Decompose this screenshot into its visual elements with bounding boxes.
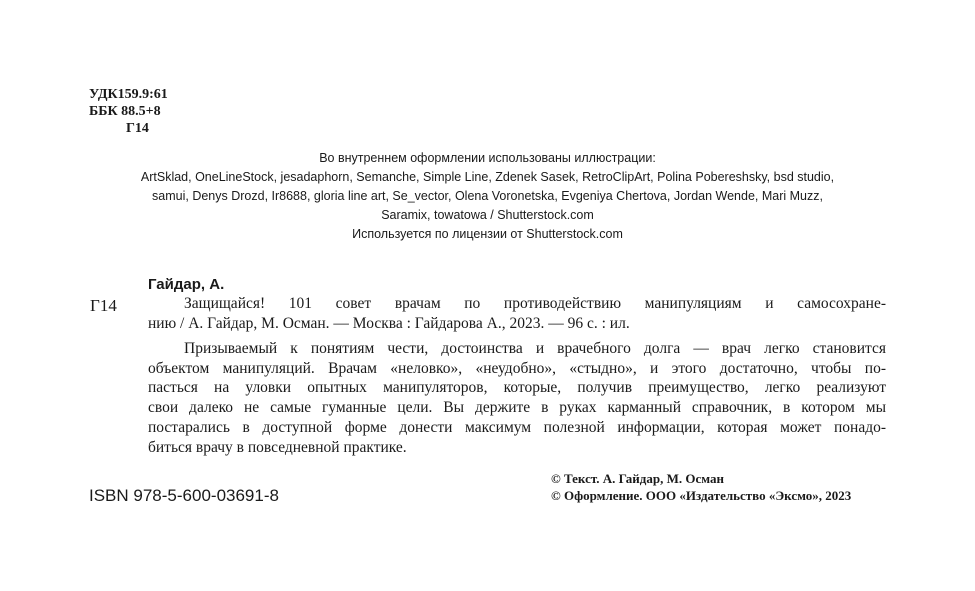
copyright-design: © Оформление. ООО «Издательство «Эксмо», 2023	[551, 488, 852, 503]
isbn-number: ISBN 978-5-600-03691-8	[89, 486, 279, 505]
illustration-credits-line: Saramix, towatowa / Shutterstock.com	[381, 208, 594, 222]
illustration-credits	[90, 149, 885, 244]
record-title	[148, 294, 886, 334]
copyright-text: © Текст. А. Гайдар, М. Осман	[551, 471, 724, 486]
bbk-code: ББК 88.5+8	[89, 104, 161, 119]
record-title-line: нию / А. Гайдар, М. Осман. — Москва : Гайдарова А., 2023. — 96 с. : ил.	[148, 315, 630, 332]
annotation-line: свои далеко не самые гуманные цели. Вы держите в руках карманный справочник, в котором мы	[148, 399, 886, 417]
copyright-block	[551, 470, 851, 504]
illustration-credits-line: ArtSklad, OneLineStock, jesadaphorn, Semanche, Simple Line, Zdenek Sasek, RetroClipArt, Polina Pobereshsky, bsd studio,	[140, 170, 835, 184]
classification-codes	[89, 86, 168, 137]
udk-code: УДК159.9:61	[89, 87, 168, 102]
illustration-credits-line: Во внутреннем оформлении использованы иллюстрации:	[319, 151, 656, 165]
illustration-credits-line: samui, Denys Drozd, Ir8688, gloria line art, Se_vector, Olena Voronetska, Evgeniya Chertova, Jordan Wende, Mari Muzz,	[152, 189, 823, 203]
annotation-line: объектом манипуляций. Врачам «неловко», «неудобно», «стыдно», и этого достаточно, чтобы по-	[148, 359, 886, 377]
annotation-line: биться врачу в повседневной практике.	[148, 438, 407, 456]
illustration-license-line: Используется по лицензии от Shutterstock.com	[352, 227, 623, 241]
annotation-line: Призываемый к понятиям чести, достоинства и врачебного долга — врач легко становится	[184, 340, 886, 357]
record-title-line: Защищайся! 101 совет врачам по противодействию манипуляциям и самосохране-	[184, 295, 886, 312]
record-annotation	[148, 339, 886, 457]
annotation-line: пасться на уловки опытных манипуляторов, которые, получив преимущество, легко реализуют	[148, 379, 886, 397]
record-author-mark: Г14	[90, 296, 117, 315]
record-author: Гайдар, А.	[148, 276, 225, 293]
author-mark-code: Г14	[126, 121, 149, 136]
annotation-line: постарались в доступной форме донести максимум полезной информации, которая может понадо-	[148, 418, 886, 436]
